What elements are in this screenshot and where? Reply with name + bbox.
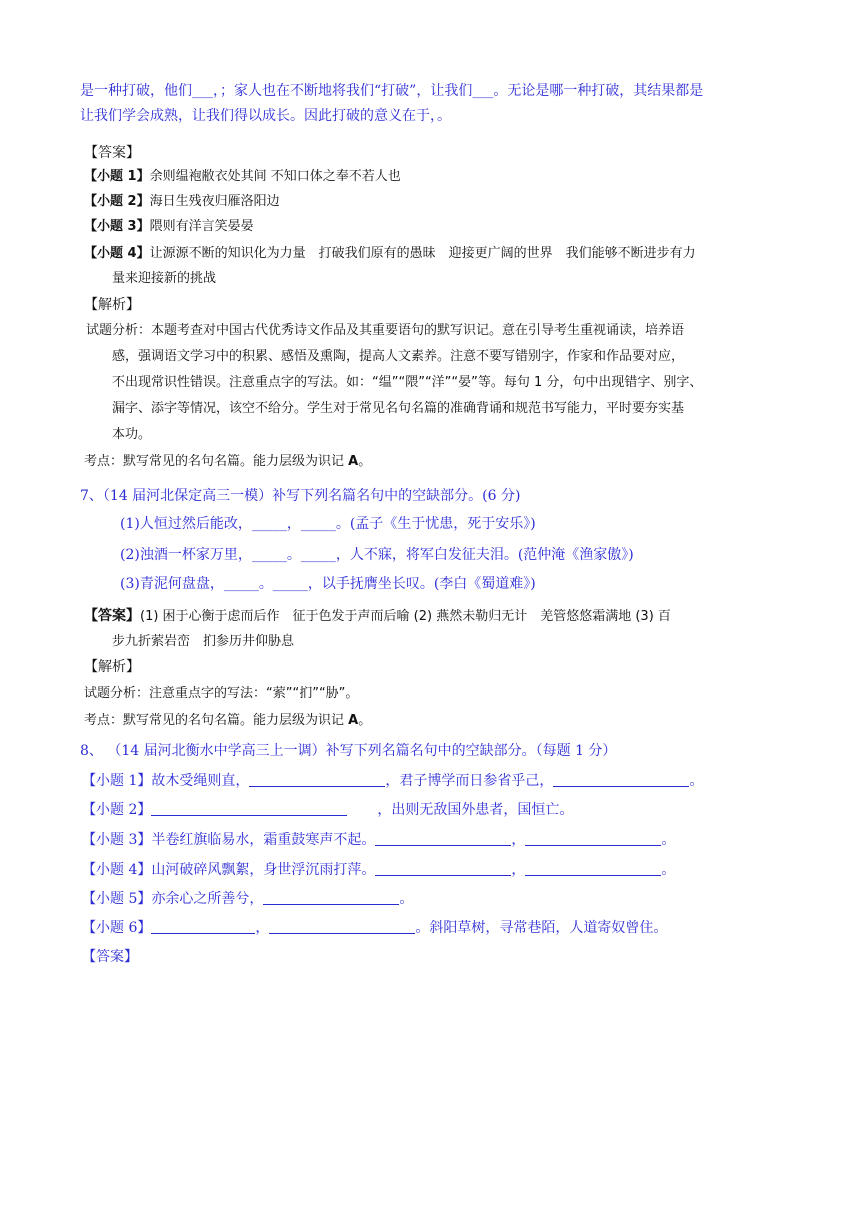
answer-label: 【答案】 xyxy=(84,145,140,161)
level: A xyxy=(348,454,359,469)
item-tag: 【小题 5】 xyxy=(82,891,152,907)
blank-line xyxy=(375,831,511,846)
kaodian-text: 考点：默写常见的名句名篇。能力层级为识记 xyxy=(84,713,345,728)
item-tag: 【小题 2】 xyxy=(84,194,150,209)
q8-item-2 xyxy=(82,800,573,820)
item-text-c: 。 xyxy=(689,773,704,789)
answer-item-1 xyxy=(84,167,401,187)
answer-item-4 xyxy=(84,244,696,264)
item-tag: 【小题 4】 xyxy=(82,862,152,878)
period: 。 xyxy=(358,454,372,469)
q7-title: 7、（14 届河北保定高三一模）补写下列名篇名句中的空缺部分。(6 分) xyxy=(80,488,521,504)
analysis-line-4: 漏字、添字等情况，该空不给分。学生对于常见名句名篇的准确背诵和规范书写能力，平时要夯实基 xyxy=(112,401,685,416)
kaodian-text: 考点：默写常见的名句名篇。能力层级为识记 xyxy=(84,454,345,469)
item-text: 隈则有洋言笑晏晏 xyxy=(149,219,254,234)
q7-kaodian xyxy=(84,711,371,731)
q8-item-5 xyxy=(82,889,413,909)
q8-item-6 xyxy=(82,918,667,938)
item-text-b: ，君子博学而日参省乎己， xyxy=(385,773,554,789)
blank-line xyxy=(151,801,347,816)
level: A xyxy=(348,713,359,728)
q7-answer-text: (1) 困于心衡于虑而后作 征于色发于声而后喻 (2) 燕然未勒归无计 羌管悠悠霜满地 (3) 百 xyxy=(140,609,671,624)
item-tag: 【小题 6】 xyxy=(82,920,152,936)
item-tag: 【小题 1】 xyxy=(82,773,152,789)
answer-item-2 xyxy=(84,192,280,212)
item-tag: 【小题 3】 xyxy=(82,832,152,848)
continuation-line-1: 是一种打破，他们___，；家人也在不断地将我们“打破”，让我们___。无论是哪一种打破，其结果都是 xyxy=(80,83,704,99)
q7-line-2: (2)浊酒一杯家万里，_____。_____，人不寐，将军白发征夫泪。(范仲淹《渔家傲》) xyxy=(120,547,634,563)
item-text-c: 。 xyxy=(399,891,414,907)
answer-item-4-cont: 量来迎接新的挑战 xyxy=(112,271,217,286)
item-tag: 【小题 4】 xyxy=(84,246,150,261)
analysis-line-5: 本功。 xyxy=(112,427,152,442)
blank-line xyxy=(553,772,689,787)
q7-answer-cont: 步九折萦岩峦 扪参历井仰胁息 xyxy=(112,634,295,649)
q8-item-3 xyxy=(82,830,675,850)
q7-answer xyxy=(84,606,671,627)
blank-line xyxy=(375,861,511,876)
analysis-line-2: 感，强调语文学习中的积累、感悟及熏陶，提高人文素养。注意不要写错别字，作家和作品要对应， xyxy=(112,349,685,364)
q7-analysis: 试题分析：注意重点字的写法：“萦”“扪”“胁”。 xyxy=(84,686,359,701)
continuation-line-2: 让我们学会成熟，让我们得以成长。因此打破的意义在于，。 xyxy=(80,108,451,124)
item-tag: 【小题 1】 xyxy=(84,169,150,184)
analysis-label: 【解析】 xyxy=(84,297,140,313)
blank-line xyxy=(269,919,415,934)
item-text-a: 半卷红旗临易水，霜重鼓寒声不起。 xyxy=(151,832,376,848)
item-text: 让源源不断的知识化为力量 打破我们原有的愚昧 迎接更广阔的世界 我们能够不断进步有力 xyxy=(149,246,696,261)
q8-item-1 xyxy=(82,771,703,791)
blank-line xyxy=(525,831,661,846)
item-text-b: ， xyxy=(511,832,526,848)
analysis-line-1: 试题分析：本题考查对中国古代优秀诗文作品及其重要语句的默写识记。意在引导考生重视诵读，培养语 xyxy=(86,323,685,338)
blank-line xyxy=(151,919,255,934)
item-text-c: 。 xyxy=(661,862,676,878)
item-text: 余则缊袍敝衣处其间 不知口体之奉不若人也 xyxy=(149,169,401,184)
q8-item-4 xyxy=(82,860,675,880)
item-tag: 【小题 3】 xyxy=(84,219,150,234)
item-text-b: ， xyxy=(511,862,526,878)
q8-title: 8、 （14 届河北衡水中学高三上一调）补写下列名篇名句中的空缺部分。（每题 1 分） xyxy=(80,743,617,759)
q7-line-1: (1)人恒过然后能改，_____，_____。(孟子《生于忧患，死于安乐》) xyxy=(120,516,536,532)
blank-line xyxy=(249,772,385,787)
kaodian-1 xyxy=(84,452,371,472)
item-text-b: ，出则无敌国外患者，国恒亡。 xyxy=(377,802,574,818)
blank-line xyxy=(525,861,661,876)
item-text-a: 山河破碎风飘絮，身世浮沉雨打萍。 xyxy=(151,862,376,878)
q7-line-3: (3)青泥何盘盘，_____。_____，以手抚膺坐长叹。(李白《蜀道难》) xyxy=(120,576,536,592)
q7-analysis-label: 【解析】 xyxy=(84,659,140,675)
item-text-a: 亦余心之所善兮， xyxy=(151,891,264,907)
q7-answer-label: 【答案】 xyxy=(84,608,140,624)
item-tag: 【小题 2】 xyxy=(82,802,152,818)
item-text-a: 故木受绳则直， xyxy=(151,773,250,789)
q8-answer-label: 【答案】 xyxy=(82,949,138,965)
blank-line xyxy=(263,890,399,905)
item-text-c: 。 xyxy=(661,832,676,848)
analysis-line-3: 不出现常识性错误。注意重点字的写法。如：“缊”“隈”“洋”“晏”等。每句 1 分，句中出现错字、别字、 xyxy=(112,375,703,390)
answer-item-3 xyxy=(84,217,254,237)
item-text-b: ， xyxy=(255,920,270,936)
item-text: 海日生残夜归雁洛阳边 xyxy=(149,194,280,209)
item-text-c: 。斜阳草树，寻常巷陌，人道寄奴曾住。 xyxy=(415,920,668,936)
period: 。 xyxy=(358,713,372,728)
